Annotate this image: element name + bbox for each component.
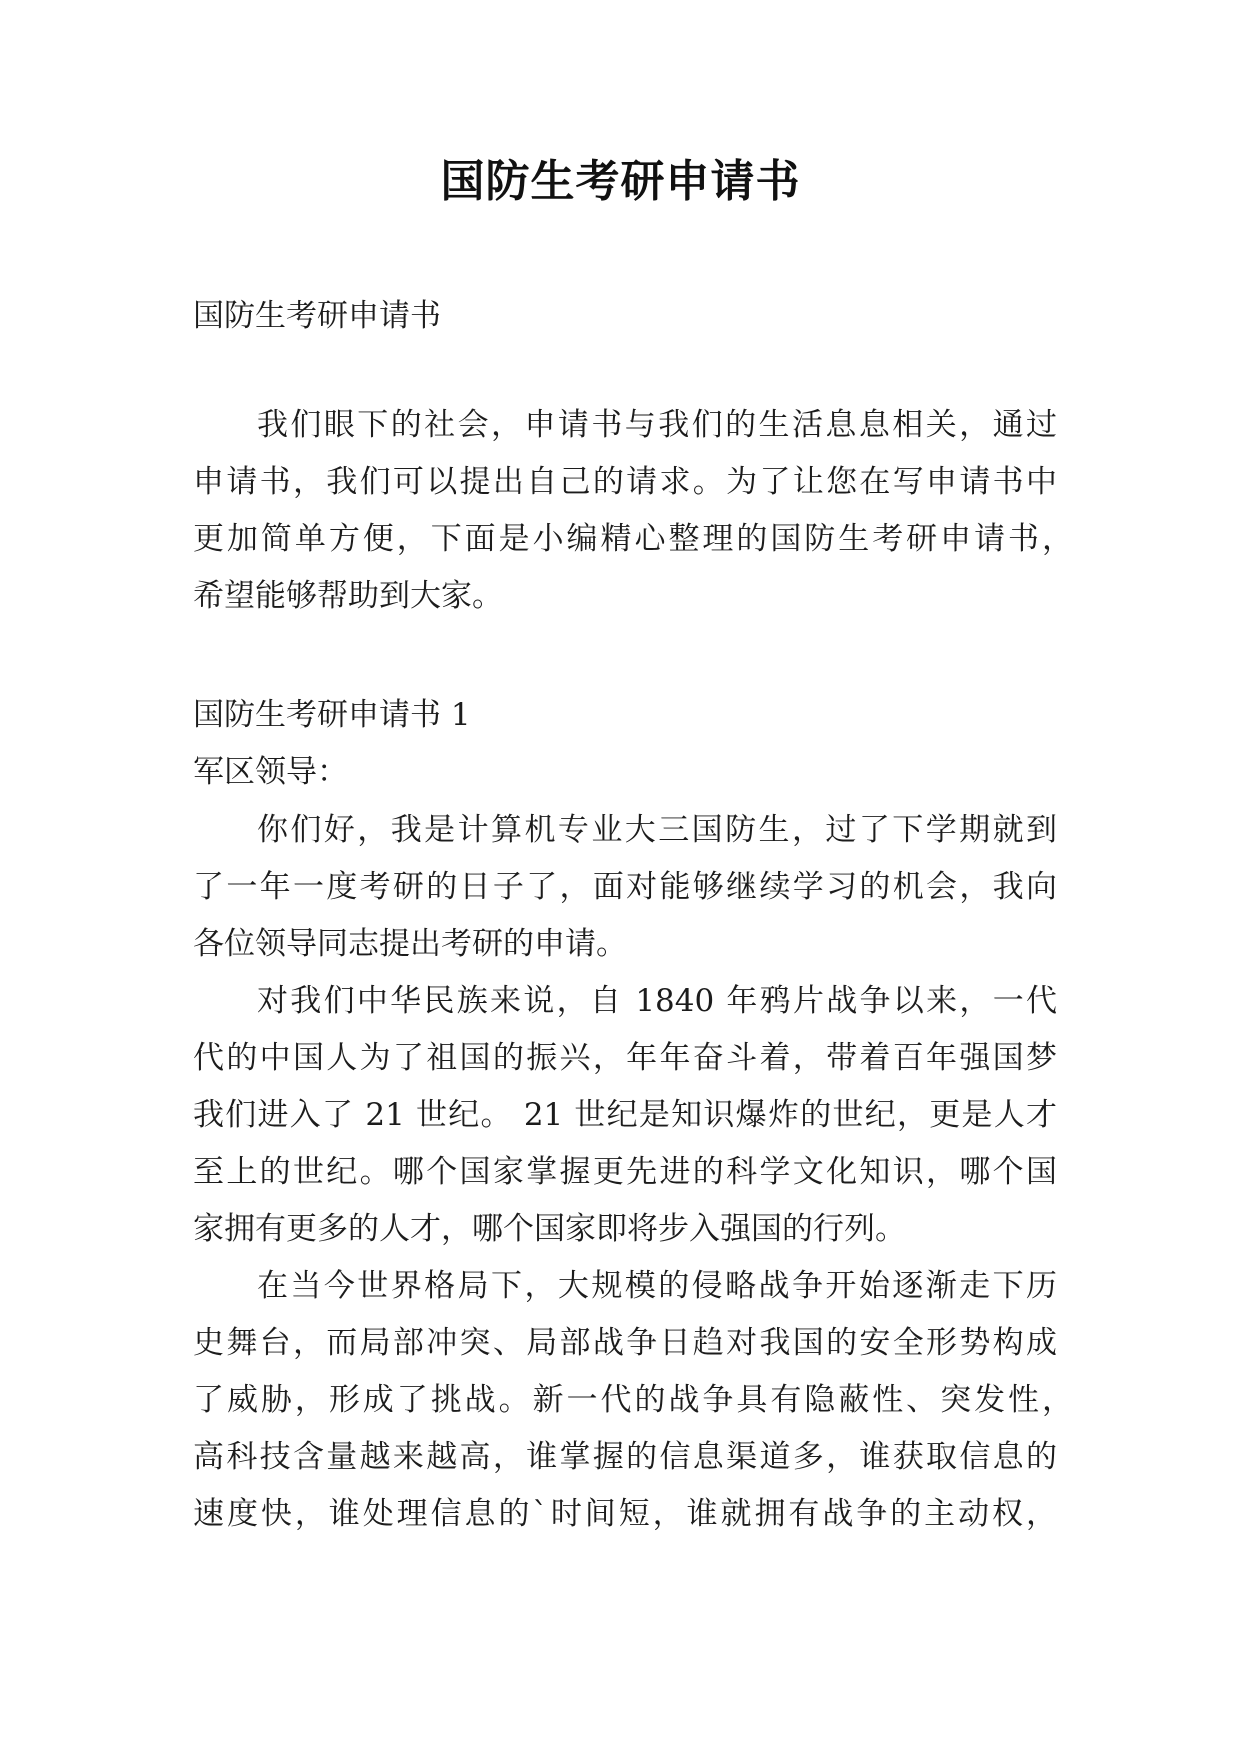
document-title: 国防生考研申请书 xyxy=(440,156,801,207)
document-subtitle: 国防生考研申请书 xyxy=(193,298,441,334)
paragraph3-line-2: 史舞台，而局部冲突、局部战争日趋对我国的安全形势构成 xyxy=(193,1325,1057,1361)
paragraph2-line-1: 对我们中华民族来说，自 1840 年鸦片战争以来，一代 xyxy=(257,983,1057,1019)
paragraph3-line-1: 在当今世界格局下，大规模的侵略战争开始逐渐走下历 xyxy=(257,1268,1057,1304)
paragraph3-line-3: 了威胁，形成了挑战。新一代的战争具有隐蔽性、突发性， xyxy=(193,1382,1073,1418)
paragraph3-line-4: 高科技含量越来越高，谁掌握的信息渠道多，谁获取信息的 xyxy=(193,1439,1057,1475)
intro-line-4: 希望能够帮助到大家。 xyxy=(193,578,503,614)
intro-line-1: 我们眼下的社会，申请书与我们的生活息息相关，通过 xyxy=(257,407,1057,443)
paragraph2-line-2: 代的中国人为了祖国的振兴，年年奋斗着，带着百年强国梦 xyxy=(193,1040,1057,1076)
salutation: 军区领导： xyxy=(193,754,348,790)
paragraph3-line-5: 速度快，谁处理信息的`时间短，谁就拥有战争的主动权， xyxy=(193,1496,1057,1532)
paragraph1-line-2: 了一年一度考研的日子了，面对能够继续学习的机会，我向 xyxy=(193,869,1057,905)
paragraph2-line-5: 家拥有更多的人才，哪个国家即将步入强国的行列。 xyxy=(193,1211,906,1247)
paragraph1-line-3: 各位领导同志提出考研的申请。 xyxy=(193,926,627,962)
paragraph2-line-3: 我们进入了 21 世纪。 21 世纪是知识爆炸的世纪，更是人才 xyxy=(193,1097,1057,1133)
paragraph2-line-4: 至上的世纪。哪个国家掌握更先进的科学文化知识，哪个国 xyxy=(193,1154,1057,1190)
section-heading: 国防生考研申请书 1 xyxy=(193,697,471,733)
intro-line-2: 申请书，我们可以提出自己的请求。为了让您在写申请书中 xyxy=(193,464,1057,500)
paragraph1-line-1: 你们好，我是计算机专业大三国防生，过了下学期就到 xyxy=(257,812,1057,848)
intro-line-3: 更加简单方便，下面是小编精心整理的国防生考研申请书， xyxy=(193,521,1073,557)
